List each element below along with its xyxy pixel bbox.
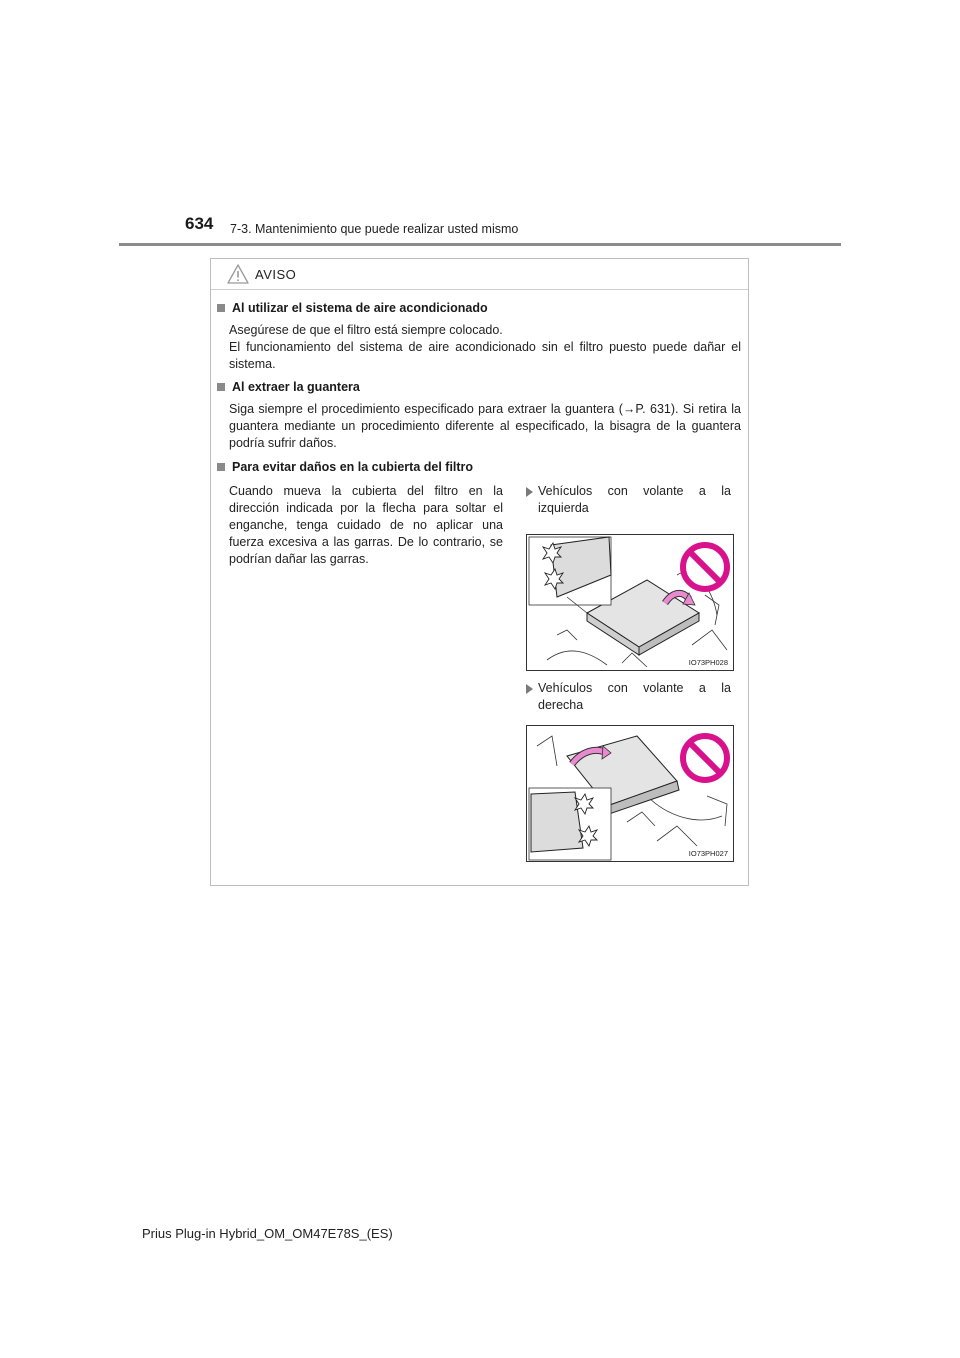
figure-code: IO73PH027	[688, 849, 728, 858]
figure-caption-right-hand	[526, 680, 731, 714]
item-paragraph-filtro: Cuando mueva la cubierta del filtro en la dirección indicada por la flecha para soltar el enganche, tenga cuidado de no aplicar una fuerza excesiva a las garras. De lo contrario, se podrían dañar las garras.	[229, 484, 503, 566]
item-title: Al utilizar el sistema de aire acondicionado	[232, 301, 488, 315]
filter-cover-illustration	[527, 726, 734, 862]
figure-left-hand-drive	[526, 534, 734, 671]
triangle-bullet-icon	[526, 684, 533, 694]
warning-label: AVISO	[255, 267, 297, 282]
paragraph-line: Asegúrese de que el filtro está siempre colocado.	[229, 323, 503, 337]
square-bullet-icon	[217, 383, 225, 391]
warning-triangle-icon	[227, 264, 249, 284]
square-bullet-icon	[217, 304, 225, 312]
figure-right-hand-drive	[526, 725, 734, 862]
triangle-bullet-icon	[526, 487, 533, 497]
square-bullet-icon	[217, 463, 225, 471]
item-title: Al extraer la guantera	[232, 380, 360, 394]
page-number: 634	[185, 214, 214, 233]
item-title: Para evitar daños en la cubierta del filtro	[232, 460, 474, 474]
item-paragraph-aire	[229, 322, 741, 373]
header-rule	[119, 243, 841, 246]
item-heading-aire	[217, 301, 488, 315]
figure-caption-left-hand	[526, 483, 731, 517]
footer-document-id: Prius Plug-in Hybrid_OM_OM47E78S_(ES)	[142, 1226, 393, 1241]
item-heading-guantera	[217, 380, 360, 394]
warning-header	[211, 259, 748, 290]
paragraph-line: El funcionamiento del sistema de aire acondicionado sin el filtro puesto puede dañar el sistema.	[229, 340, 741, 371]
figure-code: IO73PH028	[688, 658, 728, 667]
caption-text: Vehículos con volante a la izquierda	[538, 484, 731, 515]
item-paragraph-guantera: Siga siempre el procedimiento especificado para extraer la guantera (→P. 631). Si retira la guantera mediante un procedimiento diferente al especificado, la bisagra de la guantera podría sufrir daños.	[229, 402, 741, 450]
warning-box	[210, 258, 749, 886]
filter-cover-illustration	[527, 535, 734, 671]
section-title: 7-3. Mantenimiento que puede realizar usted mismo	[230, 222, 519, 236]
item-heading-filtro	[217, 460, 473, 474]
caption-text: Vehículos con volante a la derecha	[538, 681, 731, 712]
